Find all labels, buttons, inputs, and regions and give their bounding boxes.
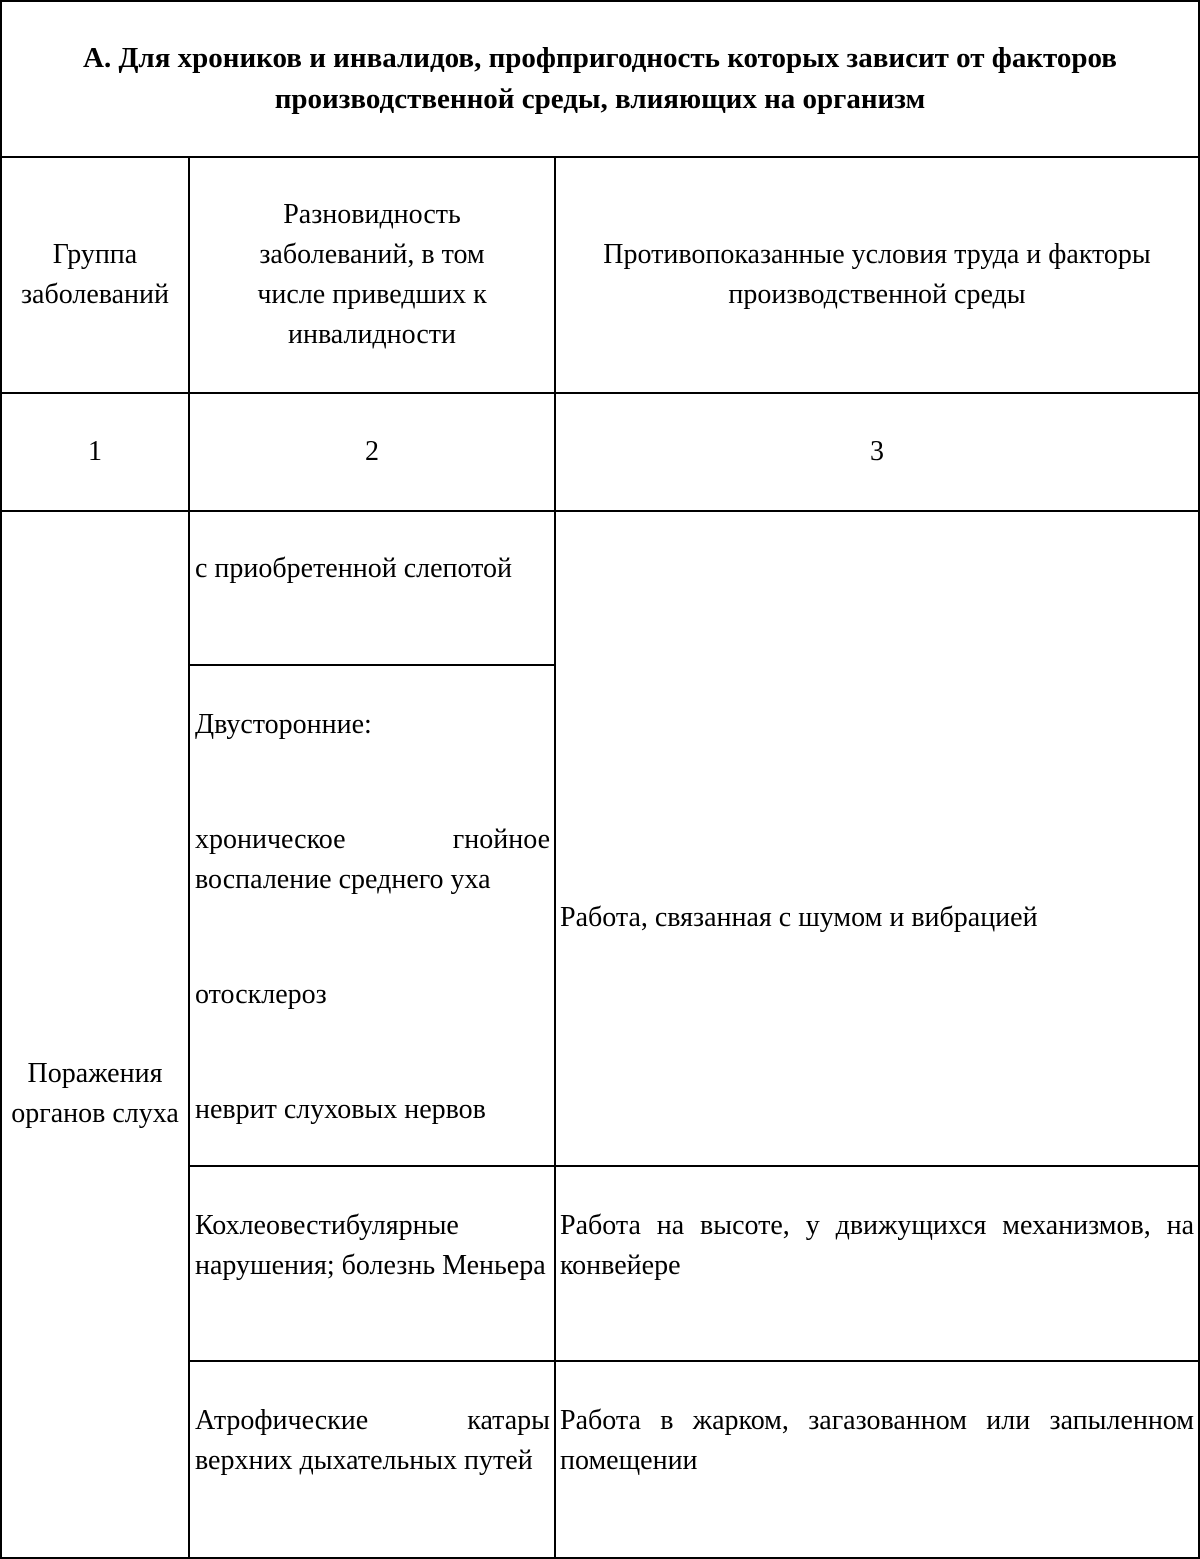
variety-chronic-otitis: хроническое гнойное воспаление среднего уха (195, 824, 550, 895)
variety-atrophic-catarrh: Атрофические катары верхних дыхательных путей (195, 1405, 550, 1476)
row-divider-cochleo (190, 1360, 1200, 1362)
header-disease-group: Группа заболеваний (21, 239, 169, 310)
conditions-noise-vibration: Работа, связанная с шумом и вибрацией (560, 902, 1038, 933)
variety-otosclerosis: отосклероз (195, 979, 327, 1010)
column-number-2: 2 (365, 436, 379, 467)
header-contraindicated-conditions: Противопоказанные условия труда и факторы производственной среды (603, 239, 1151, 310)
column-number-1: 1 (88, 436, 102, 467)
row-divider-blindness (190, 664, 556, 666)
column-number-3: 3 (870, 436, 884, 467)
conditions-height-mechanisms: Работа на высоте, у движущихся механизмов, на конвейере (560, 1210, 1194, 1281)
section-title: А. Для хроников и инвалидов, профпригодность которых зависит от факторов производственной среды, влияющих на организм (83, 42, 1117, 115)
variety-bilateral-heading: Двусторонние: (195, 709, 372, 740)
header-disease-variety: Разновидность заболеваний, в том числе приведших к инвалидности (257, 199, 487, 350)
conditions-hot-dusty-premises: Работа в жарком, загазованном или запыленном помещении (560, 1405, 1194, 1476)
numbers-divider (0, 510, 1200, 512)
column-divider-1 (188, 156, 190, 1559)
group-hearing-organs: Поражения органов слуха (11, 1058, 179, 1129)
variety-auditory-neuritis: неврит слуховых нервов (195, 1094, 486, 1125)
variety-acquired-blindness: с приобретенной слепотой (195, 553, 512, 584)
variety-cochleovestibular: Кохлеовестибулярные нарушения; болезнь Меньера (195, 1210, 546, 1281)
row-divider-hearing (190, 1165, 1200, 1167)
column-divider-2 (554, 156, 556, 1559)
